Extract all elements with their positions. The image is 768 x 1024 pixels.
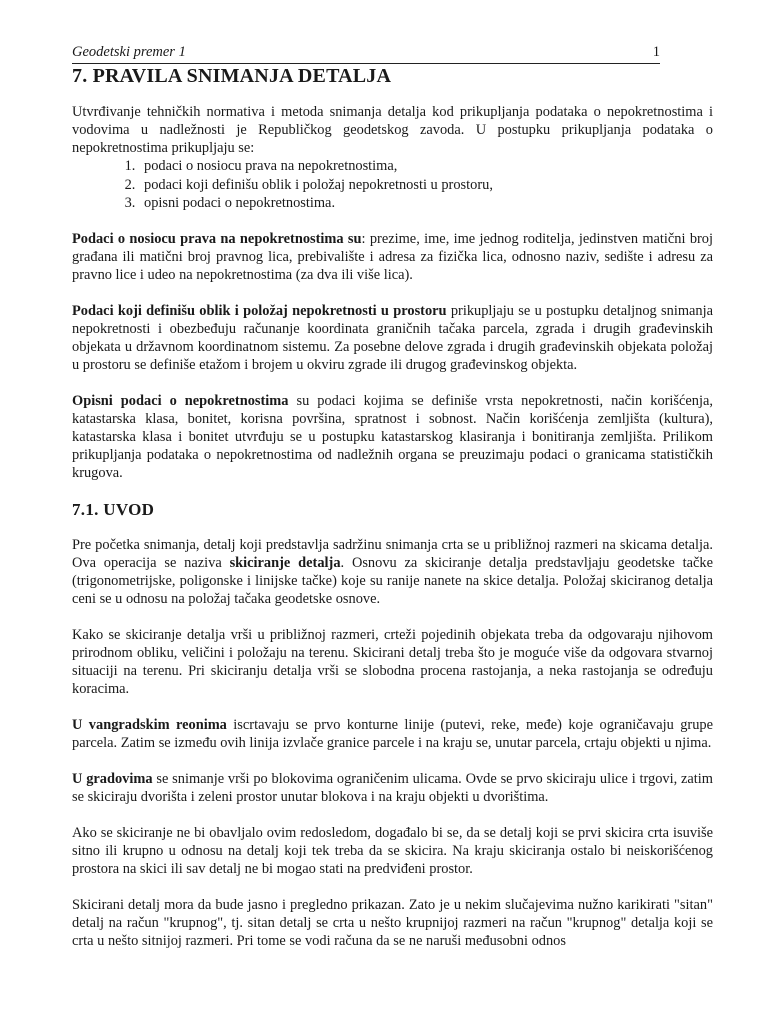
bold-term: U vangradskim reonima — [72, 716, 227, 733]
paragraph-shape-position: Podaci koji definišu oblik i položaj nepokretnosti u prostoru prikupljaju se u postupku detaljnog snimanja nepokretnosti i obezbeđuju računanje koordinata graničnih tačaka parcela, zgrada i drugih građevinskih objekata u državnom koordinatnom sistemu. Za posebne delove zgrada i drugih građevinskih objekata položaj u prostoru se definiše etažom i brojem u okviru zgrade ili drugog građevinskog objekta. — [72, 302, 713, 373]
list-item: 1. podaci o nosiocu prava na nepokretnostima, — [139, 157, 713, 176]
paragraph-urban: U gradovima se snimanje vrši po blokovima ograničenim ulicama. Ovde se prvo skiciraju ulice i trgovi, zatim se skiciraju dvorišta i zeleni prostor unutar blokova i na kraju objekti u dvorištima. — [72, 770, 713, 805]
subsection-title: 7.1. UVOD — [72, 499, 155, 519]
bold-term: Opisni podaci o nepokretnostima — [72, 392, 289, 409]
bold-term: U gradovima — [72, 770, 153, 787]
list-item: 2. podaci koji definišu oblik i položaj nepokretnosti u prostoru, — [139, 176, 713, 195]
paragraph-clarity: Skicirani detalj mora da bude jasno i pregledno prikazan. Zato je u nekim slučajevima nužno karikirati "sitan" detalj na račun "krupnog", tj. sitan detalj se crta u nešto krupnijoj razmeri na račun "krupnog" detalja koji se crta u nešto sitnijoj razmeri. Pri tome se vodi računa da se ne naruši međusobni odnos — [72, 896, 713, 949]
data-types-list — [72, 157, 713, 213]
page-number: 1 — [652, 44, 660, 60]
intro-paragraph: Utvrđivanje tehničkih normativa i metoda snimanja detalja kod prikupljanja podataka o nepokretnostima i vodovima u nadležnosti je Republičkog geodetskog zavoda. U postupku prikupljanja podataka o nepokretnostima prikupljaju se: — [72, 104, 713, 156]
paragraph-scale: Kako se skiciranje detalja vrši u približnoj razmeri, crteži pojedinih objekata treba da odgovaraju njihovom prirodnom obliku, veličini i položaju na terenu. Skicirani detalj treba što je moguće više da odgovara stvarnoj situaciji na terenu. Pri skiciranju detalja vrši se slobodna procena rastojanja, a neka rastojanja se određuju koracima. — [72, 626, 713, 697]
section-title: 7. PRAVILA SNIMANJA DETALJA — [72, 65, 392, 87]
paragraph-order: Ako se skiciranje ne bi obavljalo ovim redosledom, događalo bi se, da se detalj koji se prvi skicira crta isuviše sitno ili krupno u odnosu na detalj koji tek treba da se skicira. Na kraju skiciranja ostalo bi neiskorišćenog prostora na skici ili sav detalj ne bi mogao stati na predviđeni prostor. — [72, 824, 713, 877]
header-title: Geodetski premer 1 — [72, 44, 186, 60]
bold-term: Podaci koji definišu oblik i položaj nepokretnosti u prostoru — [72, 302, 447, 319]
bold-term: skiciranje detalja — [229, 554, 341, 571]
bold-term: Podaci o nosiocu prava na nepokretnostima su — [72, 230, 362, 247]
paragraph-intro-sketching: Pre početka snimanja, detalj koji predstavlja sadržinu snimanja crta se u približnoj razmeri na skicama detalja. Ova operacija se naziva skiciranje detalja. Osnovu za skiciranje detalja predstavljaju geodetske tačke (trigonometrijske, poligonske i linijske tačke) koje su ranije nanete na skice detalja. Položaj skiciranog detalja ceni se u odnosu na položaj tačaka geodetske osnove. — [72, 536, 713, 607]
running-header — [72, 44, 660, 64]
page-content — [72, 65, 713, 968]
paragraph-descriptive-data: Opisni podaci o nepokretnostima su podaci kojima se definiše vrsta nepokretnosti, način korišćenja, katastarska klasa, bonitet, korisna površina, spratnost i sobnost. Način korišćenja zemljišta (kultura), katastarska klasa i bonitet utvrđuju se u postupku katastarskog klasiranja i bonitiranja zemljišta. Prilikom prikupljanja podataka o nepokretnostima od nadležnih organa se preuzimaju podaci o granicama statističkih krugova. — [72, 392, 713, 481]
paragraph-owner-data: Podaci o nosiocu prava na nepokretnostima su: prezime, ime, ime jednog roditelja, jedinstven matični broj građana ili matični broj pravnog lica, prebivalište i adresa za fizička lica, odnosno naziv, sedište i adresu za pravno lice i udeo na nepokretnostima (za dva ili više lica). — [72, 230, 713, 283]
list-item: 3. opisni podaci o nepokretnostima. — [139, 194, 713, 213]
paragraph-rural: U vangradskim reonima iscrtavaju se prvo konturne linije (putevi, reke, međe) koje ograničavaju grupe parcela. Zatim se između ovih linija izvlače granice parcele i na kraju se, unutar parcela, crtaju objekti u njima. — [72, 716, 714, 751]
